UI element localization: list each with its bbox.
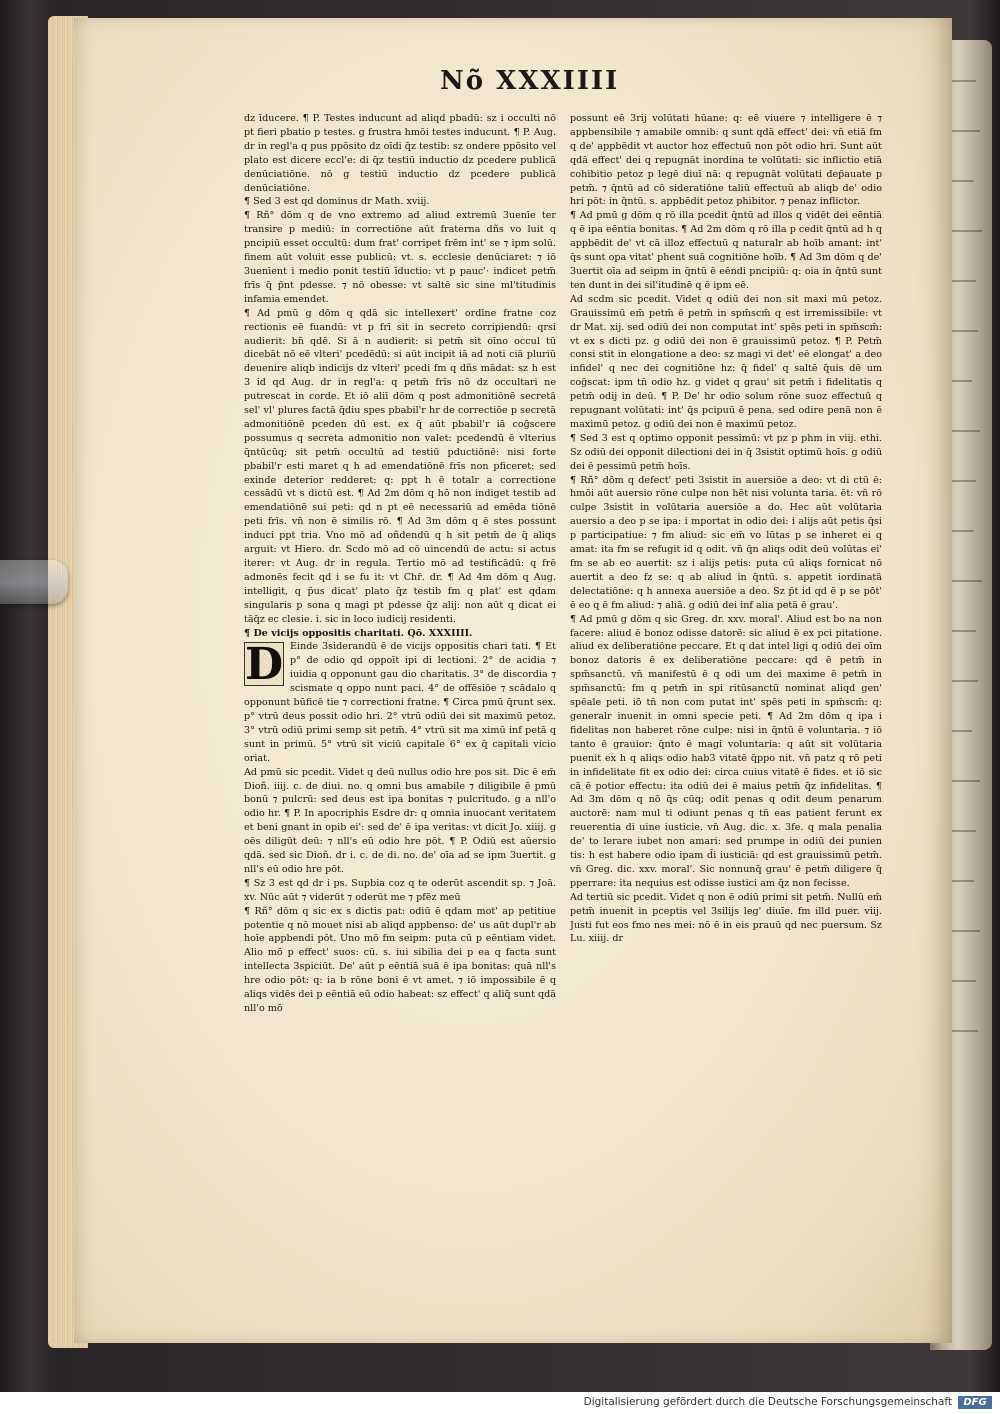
response-text: ¶ Rñ° dōm q sic ex s dictis pat: odiū ē qdam mot' ap petitiue potentie q nō mouet nisi ab aliqd appbenso: de' us aūt dupl'r ab hoīe appbendi pōt. Uno mō fm seipm: puta cū p eēntiam videt. Alio mō p effect' suos: cū. s. iui sibilia dei p ea q facta sunt intellecta 3spiciūt. De' aūt p eēntiā suā ē ipa bonitas: quā nll's hre odio pōt: q: ia b rōne boni ē vt amet. ⁊ iō impossibile ē q aliqs vidēs dei p eēntiā eū odio habeat: sz effect' q aliq̄ sunt qdā nll'o mō	[244, 905, 556, 1014]
paragraph: ¶ Sed 3 est qd dominus dr Math. xviij.	[244, 196, 430, 208]
paragraph: ¶ Rñ° dōm q de vno extremo ad aliud extremū 3uenīe ter transire p mediū: in correctiōne aūt fraterna dñs vo luit q pncipiū esset occultū: dum frat' corripet frēm int' se ⁊ ipm solū. finem aūt voluit esse publicū: vt. s. ecclesie denūciaret: ⁊ iō 3uenīent i medio ponit testiū īductio: vt p pauc'· indicet petm̄ frīs q̄ p̄nt pdesse. ⁊ nō obesse: vt saltē sic sine ml'titudinis infamia emendet.	[244, 210, 556, 305]
chapter-intro: Einde 3siderandū ē de vicijs oppositis chari tati. ¶ Et p° de odio qd oppoīt ipi di lectioni. 2° de acidia ⁊ iuidia q opponunt gau dio charitatis. 3° de discordia ⁊ scismate q oppo nunt paci. 4° de offēsiōe ⁊ scādalo q opponunt būficē tie ⁊ correctioni fratne. ¶ Circa pmū q̃runt sex. p° vtrū deus possit odio hri. 2° vtrū odiū dei sit maximū petoz. 3° vtrū odiū primi semp sit petm̄. 4° vtrū sit ma ximū inf petā q sunt in primū. 5° vtrū sit viciū capitale 6° ex q̄ capitali vicio oriat.	[244, 641, 556, 764]
decorated-initial: D	[245, 639, 284, 691]
text-column-right	[570, 112, 882, 1117]
page-clip	[0, 560, 68, 604]
paragraph: possunt eē 3rij volūtati hūane: q: eē viuere ⁊ intelligere ē ⁊ appbensibile ⁊ amabile omnib: q sunt qdā effect' dei: vn̄ etiā fm q de' appbēdit vt auctor hoz effectuū non pōt odio hri. Sunt aūt qdā effect' dei q repugnāt inordina te volūtati: sic inflictio etiā cohibitio petoz p legē diuī nā: q repugnāt volūtati dep̃auate p petm̄. ⁊ q̄ntū ad cō sideratiōne taliū effectuū ab aliqb de' odio hri pōt: in q̄ntū. s. appbēdit petoz phibitor. ⁊ penaz inflictor.	[570, 113, 882, 208]
page-header: Nõ XXXIIII	[440, 66, 620, 96]
article-text: Ad tertiū sic pcedit. Videt q non ē odiū primi sit petm̄. Nullū em̄ petm̄ inuenit in pceptis vel 3silijs leg' diuīe. fm illd puer. viij. Justi fut eos fmo nes mei: nō ē in eis prauū qd nec puersum. Sz Lu. xiiij. dr	[570, 891, 882, 945]
paragraph: ¶ Sed 3 est q optimo opponit pessimū: vt pz p phm in viij. ethi. Sz odiū dei opponit dilectioni dei in q̄ 3sistit optimū hoīs. g odiū dei ē pessimū petm̄ hoīs.	[570, 432, 882, 472]
article-text: Ad pmū sic pcedit. Videt q deū nullus odio hre pos sit. Dic ē em̄ Dioñ. iiij. c. de diui. no. q omni bus amabile ⁊ diligibile ē pmū bonū ⁊ pulcrū: sed deus est ipa bonitas ⁊ pulcritudo. g a nll'o odio hr. ¶ P. In apocriphis Esdre dr: q omnia inuocant veritatem et beni gnant in opib ei': sed de' ē ipa veritas: vt dicit Jo. xiiij. g oēs diligūt deū: ⁊ nll's eū odio hre pōt. ¶ P. Odiū est aūersio qdā. sed sic Dioñ. dr i. c. de di. no. de' oīa ad se ipm 3uertit. g nll's eū odio hre pōt.	[244, 766, 556, 875]
paragraph: ¶ Rñ° dōm q defect' peti 3sistit in auersiōe a deo: vt di ctū ē: hmōi aūt auersio rōne culpe non hēt nisi volunta taria. ēt: vn̄ rō culpe 3sistit in volūtaria auersiōe a do. Hec aūt volūtaria auersio a deo p se ipa: i mportat in odio dei: i alijs aūt petis q̄si p participatiue: ⁊ fm aliud: sic em̄ vo lūtas p se inheret ei q amat: ita fm se refugit id q odit. vn̄ q̄n aliqs odit deū volūtas ei' fm se ab eo auertit: sz i alijs petis: puta cū aliqs fornicat nō auertit a deo fz se: q ab aliud in q̄ntū. s. appetit iordinatā delectatiōne: q h annexa auersiōe a deo. Sz p̄t id qd ē p se pōt' ē eo q ē fm aliud: ⁊ aliā. g odiū dei inf alia petā ē grau'.	[570, 474, 882, 611]
paragraph: ¶ Ad pmū g dōm q sic Greg. dr. xxv. moral'. Aliud est bo na non facere: aliud ē bonoz odisse datorē: sic aliud ē ex pci pitatione. aliud ex deliberatiōne peccare. Et q dat intel ligi q odiū dei oīm bonoz datoris ē ex deliberatiōne peccare: qd ē petm̄ in spm̄sanctū. vn̄ manifestū ē q odi um dei maxime ē petm̄ in spm̄sanctū: fm q petm̄ in spi ritūsanctū nominat aliqd gen' spēale peti. iō tn̄ non com putat int' spēs peti in spm̄scm̄: q: generalr inuenit in omni specie peti. ¶ Ad 2m dōm q ipa i fidelitas non haberet rōne culpe: nisi in q̄ntū ē voluntaria. ⁊ iō tanto ē grauior: q̄nto ē magi voluntaria: q aūt sit volūtaria puenit ex h q aliqs odio hab3 vitatē q̄ppo nit. vn̄ patz q rō peti in infidelitate fit ex odio dei: circa cuius vitatē ē fides. et iō sic cā ē potior effectu: ita odiū dei ē maius petm̄ q̄z infidelitas. ¶ Ad 3m dōm q nō q̄s cūq; odit penas q odit deum penarum auctorē: nam mul ti odiunt penas q tn̄ eas patient ferunt ex reuerentia di uine iusticie. vn̄ Aug. dic. x. 3fe. q mala penalia de' to lerare iubet non amari: sed prumpe in odiū dei punien tis: h est habere odio ipam d̃i iusticiā: qd est grauissimū petm̄. vn̄ Greg. dic. xxv. moral'. Sic nonnunq̄ grau' ē petm̄ diligere q̄ pperrare: ita nequius est odisse iustici am q̄z non fecisse.	[570, 613, 882, 889]
paragraph: ¶ Ad pmū g dōm q rō illa pcedit q̄ntū ad illos q vidēt dei eēntiā q ē ipa eēntia bonitas. ¶ Ad 2m dōm q rō illa p cedit q̄ntū ad h q appbēdit de' vt cā illoz effectuū q naturalr ab hoīb amant: int' q̄s sunt opa vitat' phent suā cognitiōne hoīb. ¶ Ad 3m dōm q de' 3uertit oīa ad seipm in q̄ntū ē eēndi pncipiū: q: oia in q̄ntū sunt ten dunt in dei sil'itudinē q ē ipm eē.	[570, 210, 882, 291]
text-column-left	[244, 112, 556, 1132]
paragraph: dz īducere. ¶ P. Testes inducunt ad aliqd pbadū: sz i occulti nō pt fieri pbatio p testes. g frustra hmōi testes inducunt. ¶ P. Aug. dr in regl'a q pus ppōsito dz oīdi q̄z testib: sz ondere ppōsito vel plato est dicere eccl'e: di q̄z testiū inductio dz pcedere publicā denūciatiōne. nō g testiū inductio dz pcedere publicā denūciatiōne.	[244, 113, 556, 194]
question-heading: ¶ De vicijs oppositis charitati. Qō. XXXIIII.	[244, 627, 473, 639]
sed-contra-text: ¶ Sz 3 est qd dr i ps. Supbia coz q te oderūt ascendit sp. ⁊ Joā. xv. Nūc aūt ⁊ viderūt ⁊ oderūt me ⁊ pfēz meū	[244, 877, 556, 903]
dfg-logo: DFG	[958, 1396, 992, 1409]
paragraph: ¶ Ad pmū g dōm q qdā sic intellexert' ordīne fratne coz rectionis eē fuandū: vt p frī sit in secreto corripiendū: qrsi audierit: bn̄ qdē. Si ā n audierit: si petm̄ sit oīno occul tū dicebāt nō eē vlteri' pcedēdū: si aūt incipit iā ad noti ciā pluriū deuenire aliqb indicijs dz vlteri' pcedi fm q dñs mādat: sz h est 3 id qd Aug. dr in regl'a: q petm̄ frīs nō dz occultari ne putrescat in corde. Et iō aliī dōm q post admonitiōnē secretā sel' vl' plures factā q̄diu spes pbabil'r hr de correctiōe p secretā admonitiōnē pceden dū est. ex q̄ aūt pbabil'r iā cog̃scere possumus q secreta admonitio non valet: pcedendū ē vlterius q̄ntūcūq; sit petm̄ occultū ad testiū pductiōnē: nisi forte pbabil'r esti maret q h ad emendatiōnē frīs non pficeret: sed exinde deterior redderet: q: ppt h ē totalr a correctione cessādū vt s dictū est. ¶ Ad 2m dōm q hō non indiget testib ad emendatiōnē sui peti: qd n pt eē necessariū ad emēda tiōnē peti frīs. vn̄ non ē similis rō. ¶ Ad 3m dōm q ē stes possunt induci ppt tria. Vno mō ad oñdendū q h sit petm̄ de q̄ aliqs arguit: vt Hiero. dr. Scdo mō ad cō uincendū de actu: si actus iterer: vt Aug. dr in regula. Tertio mō ad testificādū: q frē admonēs fecit qd i se fu it: vt Chr̄. dr. ¶ Ad 4m dōm q Aug. intelligit, q p̄us dicat' plato q̄z testib fm q plat' est qdam singularis p sona q magi pt pdesse q̄z alij: non aūt q dicat ei tāq̄z ec clesie. i. sic in loco iudicij residenti.	[244, 307, 556, 625]
chapter-block	[244, 640, 556, 765]
footer-bar	[0, 1392, 1000, 1414]
funding-notice: Digitalisierung gefördert durch die Deutsche Forschungsgemeinschaft	[583, 1396, 952, 1408]
article-text: Ad scdm sic pcedit. Videt q odiū dei non sit maxi mū petoz. Grauissimū em̄ petm̄ ē petm̄ in spm̄scm̄ q est irremissibile: vt dr Mat. xij. sed odiū dei non computat int' spēs peti in spm̄scm̄: vt ex s dicti pz. g odiū dei non ē grauissimū petoz. ¶ P. Petm̄ consi stit in elongatione a deo: sz magi vi det' eē elongat' a deo infidel' q nec dei cognitiōne hz: q̄ fidel' q saltē q̄uis dē um cog̃scat: ipm tn̄ odio hz. g videt q grau' sit petm̄ i fidelitatis q petm̄ odij in deū. ¶ P. De' hr odio solum rōne suoz effectuū q repugnant volūtati: int' q̄s pcipuū ē pena. sed odire penā non ē maximū petoz. g odiū dei non ē maximū petoz.	[570, 293, 882, 430]
